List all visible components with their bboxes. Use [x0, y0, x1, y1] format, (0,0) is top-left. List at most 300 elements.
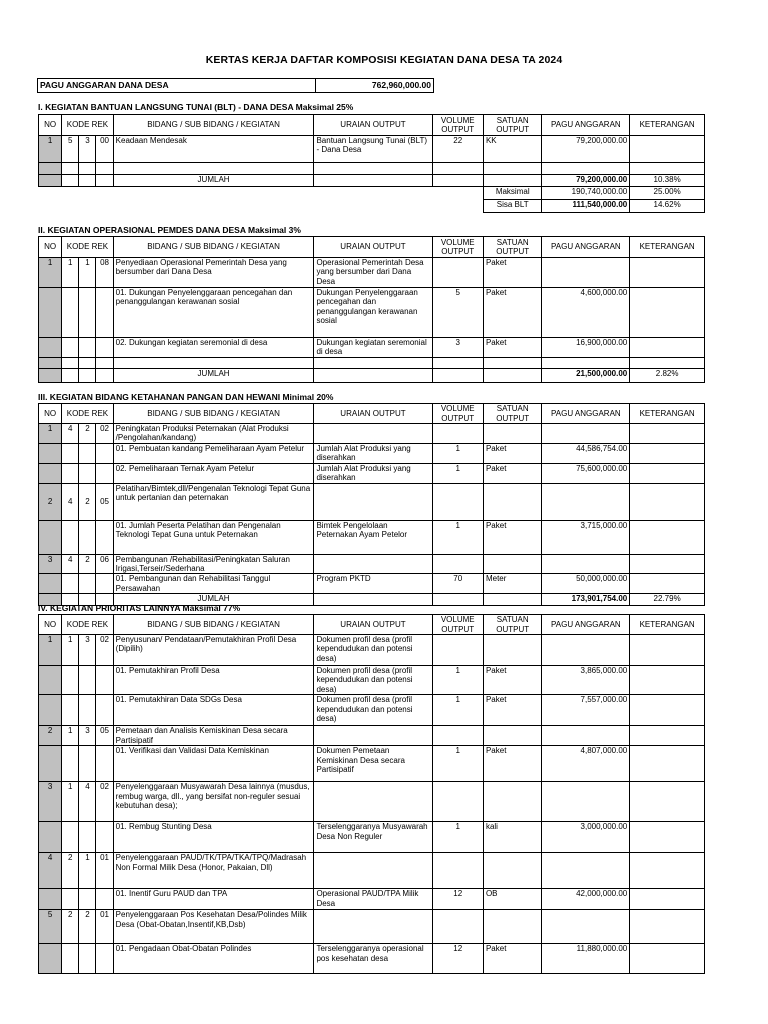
cell-pagu: [542, 726, 630, 746]
cell-pagu: [542, 635, 630, 666]
cell-kode-rek: [62, 746, 79, 782]
empty-cell: [79, 358, 96, 369]
cell-keterangan: [630, 463, 705, 483]
cell-bidang: 02. Dukungan kegiatan seremonial di desa: [113, 338, 314, 358]
cell-bidang: 01. Pembangunan dan Rehabilitasi Tanggul Persawahan: [113, 574, 314, 594]
cell-pagu: 4,807,000.00: [542, 746, 630, 782]
summary-row: [39, 200, 705, 213]
cell-no: [39, 666, 62, 695]
cell-no: 5: [39, 910, 62, 944]
cell-kode-rek: [96, 463, 113, 483]
cell-kode-rek: [62, 822, 79, 853]
cell-uraian: Operasional PAUD/TPA Milik Desa: [314, 889, 432, 910]
cell-volume: 22: [432, 136, 483, 163]
cell-volume: 1: [432, 520, 483, 554]
cell-keterangan: [630, 853, 705, 889]
header-volume: VOLUME OUTPUT: [432, 615, 483, 635]
cell-volume: 5: [432, 288, 483, 338]
cell-kode-rek: 4: [79, 782, 96, 822]
cell-keterangan: [630, 822, 705, 853]
cell-kode-rek: 1: [79, 853, 96, 889]
table-row: [39, 288, 705, 338]
cell-kode-rek: [62, 574, 79, 594]
cell-satuan: Paket: [483, 288, 542, 338]
cell-uraian: [314, 424, 432, 444]
summary-percent: 25.00%: [630, 187, 705, 200]
cell-uraian: [314, 853, 432, 889]
cell-satuan: [483, 554, 542, 574]
cell-bidang: Penyusunan/ Pendataan/Pemutakhiran Profil Desa (Dipilih): [113, 635, 314, 666]
empty-cell: [113, 163, 314, 175]
empty-cell: [432, 369, 483, 383]
table-row: [39, 574, 705, 594]
cell-uraian: Dokumen profil desa (profil kependudukan dan potensi desa): [314, 635, 432, 666]
table-row: [39, 424, 705, 444]
table-row: [39, 463, 705, 483]
jumlah-row: [39, 369, 705, 383]
empty-cell: [62, 163, 79, 175]
cell-uraian: [314, 726, 432, 746]
section-1-table: [38, 114, 705, 213]
cell-kode-rek: [62, 889, 79, 910]
cell-kode-rek: [96, 889, 113, 910]
cell-kode-rek: [62, 944, 79, 974]
cell-bidang: 01. Inentif Guru PAUD dan TPA: [113, 889, 314, 910]
cell-kode-rek: [79, 746, 96, 782]
header-satuan: SATUAN OUTPUT: [483, 237, 542, 258]
cell-no: [39, 944, 62, 974]
empty-cell: [39, 200, 484, 213]
cell-no: [39, 443, 62, 463]
cell-bidang: 01. Pemutakhiran Profil Desa: [113, 666, 314, 695]
cell-kode-rek: 5: [62, 136, 79, 163]
table-row: [39, 746, 705, 782]
cell-no: [39, 338, 62, 358]
cell-keterangan: [630, 483, 705, 520]
cell-bidang: Pelatihan/Bimtek,dll/Pengenalan Teknologi Tepat Guna untuk pertanian dan peternakan: [113, 483, 314, 520]
cell-kode-rek: [79, 463, 96, 483]
empty-cell: [113, 358, 314, 369]
empty-cell: [79, 175, 96, 187]
empty-cell: [432, 175, 483, 187]
cell-keterangan: [630, 889, 705, 910]
cell-kode-rek: 2: [79, 424, 96, 444]
cell-volume: 12: [432, 889, 483, 910]
empty-cell: [483, 163, 542, 175]
cell-kode-rek: 2: [62, 853, 79, 889]
cell-volume: 1: [432, 822, 483, 853]
cell-no: 1: [39, 635, 62, 666]
cell-uraian: Bantuan Langsung Tunai (BLT) - Dana Desa: [314, 136, 432, 163]
cell-keterangan: [630, 520, 705, 554]
empty-cell: [542, 358, 630, 369]
cell-bidang: 01. Verifikasi dan Validasi Data Kemiskinan: [113, 746, 314, 782]
cell-pagu: 44,586,754.00: [542, 443, 630, 463]
cell-bidang: Penyelenggaraan PAUD/TK/TPA/TKA/TPQ/Madrasah Non Formal Milik Desa (Honor, Pakaian, Dll): [113, 853, 314, 889]
empty-cell: [79, 163, 96, 175]
header-volume: VOLUME OUTPUT: [432, 115, 483, 136]
cell-satuan: Meter: [483, 574, 542, 594]
spacer-row: [39, 358, 705, 369]
cell-keterangan: [630, 258, 705, 288]
header-keterangan: KETERANGAN: [630, 404, 705, 424]
summary-value: 190,740,000.00: [542, 187, 630, 200]
empty-cell: [39, 175, 62, 187]
empty-cell: [39, 163, 62, 175]
cell-volume: [432, 483, 483, 520]
header-keterangan: KETERANGAN: [630, 115, 705, 136]
cell-pagu: 50,000,000.00: [542, 574, 630, 594]
cell-no: 3: [39, 782, 62, 822]
cell-pagu: 4,600,000.00: [542, 288, 630, 338]
cell-pagu: [542, 554, 630, 574]
cell-pagu: 75,600,000.00: [542, 463, 630, 483]
cell-kode-rek: 02: [96, 635, 113, 666]
header-uraian: URAIAN OUTPUT: [314, 115, 432, 136]
cell-volume: 3: [432, 338, 483, 358]
cell-keterangan: [630, 338, 705, 358]
empty-cell: [62, 358, 79, 369]
empty-cell: [630, 163, 705, 175]
header-kode-rek: KODE REK: [62, 615, 113, 635]
cell-kode-rek: [79, 520, 96, 554]
cell-kode-rek: [79, 574, 96, 594]
header-kode-rek: KODE REK: [62, 115, 113, 136]
pagu-label: PAGU ANGGARAN DANA DESA: [38, 79, 316, 93]
cell-kode-rek: 08: [96, 258, 113, 288]
jumlah-label: JUMLAH: [113, 175, 314, 187]
cell-satuan: Paket: [483, 944, 542, 974]
header-keterangan: KETERANGAN: [630, 237, 705, 258]
cell-keterangan: [630, 554, 705, 574]
header-pagu: PAGU ANGGARAN: [542, 404, 630, 424]
empty-cell: [483, 594, 542, 606]
cell-bidang: 01. Pengadaan Obat-Obatan Polindes: [113, 944, 314, 974]
empty-cell: [542, 163, 630, 175]
cell-kode-rek: 4: [62, 554, 79, 574]
cell-uraian: [314, 483, 432, 520]
header-no: NO: [39, 404, 62, 424]
header-bidang: BIDANG / SUB BIDANG / KEGIATAN: [113, 237, 314, 258]
empty-cell: [62, 369, 79, 383]
empty-cell: [96, 369, 113, 383]
cell-uraian: Terselenggaranya Musyawarah Desa Non Reguler: [314, 822, 432, 853]
cell-bidang: Penyediaan Operasional Pemerintah Desa yang bersumber dari Dana Desa: [113, 258, 314, 288]
cell-kode-rek: [96, 520, 113, 554]
jumlah-percent: 10.38%: [630, 175, 705, 187]
header-row: [39, 115, 705, 136]
cell-pagu: 16,900,000.00: [542, 338, 630, 358]
cell-kode-rek: 00: [96, 136, 113, 163]
header-uraian: URAIAN OUTPUT: [314, 237, 432, 258]
header-bidang: BIDANG / SUB BIDANG / KEGIATAN: [113, 615, 314, 635]
cell-no: 2: [39, 483, 62, 520]
section-title: I. KEGIATAN BANTUAN LANGSUNG TUNAI (BLT) - DANA DESA Maksimal 25%: [38, 102, 354, 112]
cell-kode-rek: [96, 944, 113, 974]
cell-volume: 1: [432, 746, 483, 782]
table-row: [39, 695, 705, 726]
page-title: KERTAS KERJA DAFTAR KOMPOSISI KEGIATAN DANA DESA TA 2024: [205, 54, 563, 66]
cell-satuan: Paket: [483, 443, 542, 463]
summary-label: Maksimal: [483, 187, 542, 200]
jumlah-percent: 2.82%: [630, 369, 705, 383]
cell-volume: 1: [432, 443, 483, 463]
table-row: [39, 889, 705, 910]
cell-kode-rek: [62, 338, 79, 358]
cell-volume: 1: [432, 463, 483, 483]
cell-kode-rek: [96, 746, 113, 782]
cell-no: [39, 822, 62, 853]
cell-satuan: Paket: [483, 338, 542, 358]
cell-keterangan: [630, 443, 705, 463]
cell-kode-rek: [79, 443, 96, 463]
cell-kode-rek: 02: [96, 782, 113, 822]
cell-kode-rek: 1: [62, 635, 79, 666]
cell-kode-rek: 3: [79, 136, 96, 163]
cell-bidang: 01. Rembug Stunting Desa: [113, 822, 314, 853]
empty-cell: [39, 369, 62, 383]
cell-kode-rek: [62, 695, 79, 726]
table-row: [39, 822, 705, 853]
cell-no: [39, 574, 62, 594]
cell-satuan: OB: [483, 889, 542, 910]
cell-pagu: [542, 910, 630, 944]
cell-kode-rek: 2: [79, 910, 96, 944]
jumlah-percent: 22.79%: [630, 594, 705, 606]
header-uraian: URAIAN OUTPUT: [314, 615, 432, 635]
jumlah-value: 79,200,000.00: [542, 175, 630, 187]
cell-kode-rek: [62, 443, 79, 463]
header-pagu: PAGU ANGGARAN: [542, 237, 630, 258]
cell-keterangan: [630, 635, 705, 666]
cell-satuan: Paket: [483, 666, 542, 695]
cell-kode-rek: [79, 338, 96, 358]
pagu-value: 762,960,000.00: [316, 79, 434, 93]
cell-satuan: kali: [483, 822, 542, 853]
cell-volume: [432, 424, 483, 444]
table-row: [39, 853, 705, 889]
cell-no: [39, 520, 62, 554]
empty-cell: [314, 358, 432, 369]
cell-keterangan: [630, 726, 705, 746]
cell-uraian: Jumlah Alat Produksi yang diserahkan: [314, 463, 432, 483]
empty-cell: [483, 369, 542, 383]
cell-kode-rek: 4: [62, 483, 79, 520]
cell-uraian: Dokumen profil desa (profil kependudukan dan potensi desa): [314, 695, 432, 726]
cell-pagu: [542, 853, 630, 889]
empty-cell: [96, 175, 113, 187]
cell-uraian: Dukungan kegiatan seremonial di desa: [314, 338, 432, 358]
cell-volume: [432, 782, 483, 822]
cell-satuan: Paket: [483, 463, 542, 483]
cell-satuan: [483, 782, 542, 822]
cell-satuan: KK: [483, 136, 542, 163]
section-2-table: [38, 236, 705, 383]
cell-keterangan: [630, 136, 705, 163]
empty-cell: [314, 369, 432, 383]
header-kode-rek: KODE REK: [62, 404, 113, 424]
cell-pagu: [542, 782, 630, 822]
empty-cell: [483, 358, 542, 369]
cell-satuan: [483, 483, 542, 520]
cell-bidang: Pembangunan /Rehabilitasi/Peningkatan Saluran Irigasi,Terseir/Sederhana: [113, 554, 314, 574]
cell-no: 1: [39, 258, 62, 288]
cell-bidang: 01. Pemutakhiran Data SDGs Desa: [113, 695, 314, 726]
cell-kode-rek: 2: [62, 910, 79, 944]
cell-kode-rek: 02: [96, 424, 113, 444]
table-row: [39, 483, 705, 520]
cell-kode-rek: [62, 520, 79, 554]
cell-kode-rek: 05: [96, 483, 113, 520]
cell-pagu: 42,000,000.00: [542, 889, 630, 910]
cell-no: 3: [39, 554, 62, 574]
table-row: [39, 554, 705, 574]
cell-bidang: 01. Jumlah Peserta Pelatihan dan Pengenalan Teknologi Tepat Guna untuk Peternakan: [113, 520, 314, 554]
empty-cell: [314, 175, 432, 187]
cell-satuan: Paket: [483, 746, 542, 782]
cell-no: 2: [39, 726, 62, 746]
cell-volume: 1: [432, 666, 483, 695]
cell-kode-rek: 3: [79, 726, 96, 746]
header-volume: VOLUME OUTPUT: [432, 404, 483, 424]
empty-cell: [314, 163, 432, 175]
cell-kode-rek: 06: [96, 554, 113, 574]
summary-label: Sisa BLT: [483, 200, 542, 213]
cell-kode-rek: 3: [79, 635, 96, 666]
jumlah-row: [39, 175, 705, 187]
cell-kode-rek: 2: [79, 554, 96, 574]
header-kode-rek: KODE REK: [62, 237, 113, 258]
cell-kode-rek: [79, 944, 96, 974]
cell-bidang: Penyelenggaraan Pos Kesehatan Desa/Polindes Milik Desa (Obat-Obatan,Insentif,KB,Dsb): [113, 910, 314, 944]
table-row: [39, 635, 705, 666]
empty-cell: [62, 175, 79, 187]
cell-kode-rek: [96, 338, 113, 358]
cell-satuan: Paket: [483, 258, 542, 288]
cell-kode-rek: 2: [79, 483, 96, 520]
cell-uraian: Program PKTD: [314, 574, 432, 594]
cell-pagu: [542, 258, 630, 288]
cell-no: 4: [39, 853, 62, 889]
cell-kode-rek: [79, 889, 96, 910]
cell-no: 1: [39, 136, 62, 163]
cell-volume: 12: [432, 944, 483, 974]
cell-kode-rek: 1: [62, 782, 79, 822]
empty-cell: [314, 594, 432, 606]
cell-bidang: Penyelenggaraan Musyawarah Desa lainnya (musdus, rembug warga, dll., yang bersifat non-reguler sesuai kebutuhan desa);: [113, 782, 314, 822]
header-satuan: SATUAN OUTPUT: [483, 615, 542, 635]
cell-no: [39, 288, 62, 338]
empty-cell: [432, 358, 483, 369]
cell-uraian: Terselenggaranya operasional pos kesehatan desa: [314, 944, 432, 974]
cell-pagu: 3,715,000.00: [542, 520, 630, 554]
cell-pagu: 3,865,000.00: [542, 666, 630, 695]
cell-kode-rek: [96, 288, 113, 338]
cell-satuan: [483, 726, 542, 746]
header-pagu: PAGU ANGGARAN: [542, 615, 630, 635]
cell-uraian: [314, 782, 432, 822]
cell-keterangan: [630, 746, 705, 782]
empty-cell: [39, 187, 484, 200]
cell-keterangan: [630, 424, 705, 444]
cell-bidang: 01. Pembuatan kandang Pemeliharaan Ayam Petelur: [113, 443, 314, 463]
cell-kode-rek: [62, 666, 79, 695]
cell-keterangan: [630, 782, 705, 822]
header-row: [39, 237, 705, 258]
cell-bidang: 01. Dukungan Penyelenggaraan pencegahan dan penanggulangan kerawanan sosial: [113, 288, 314, 338]
cell-uraian: Operasional Pemerintah Desa yang bersumber dari Dana Desa: [314, 258, 432, 288]
table-row: [39, 443, 705, 463]
table-row: [39, 944, 705, 974]
cell-keterangan: [630, 910, 705, 944]
cell-satuan: [483, 910, 542, 944]
header-keterangan: KETERANGAN: [630, 615, 705, 635]
summary-row: [39, 187, 705, 200]
cell-satuan: [483, 424, 542, 444]
cell-uraian: [314, 554, 432, 574]
table-row: [39, 520, 705, 554]
cell-no: [39, 889, 62, 910]
cell-no: [39, 695, 62, 726]
cell-pagu: [542, 483, 630, 520]
cell-keterangan: [630, 574, 705, 594]
cell-kode-rek: 05: [96, 726, 113, 746]
cell-kode-rek: 01: [96, 853, 113, 889]
empty-cell: [39, 358, 62, 369]
empty-cell: [96, 358, 113, 369]
header-no: NO: [39, 615, 62, 635]
cell-pagu: 7,557,000.00: [542, 695, 630, 726]
header-no: NO: [39, 237, 62, 258]
header-pagu: PAGU ANGGARAN: [542, 115, 630, 136]
cell-keterangan: [630, 288, 705, 338]
empty-cell: [630, 358, 705, 369]
cell-keterangan: [630, 944, 705, 974]
table-row: [39, 136, 705, 163]
cell-bidang: Peningkatan Produksi Peternakan (Alat Produksi /Pengolahan/kandang): [113, 424, 314, 444]
cell-no: 1: [39, 424, 62, 444]
cell-kode-rek: [79, 822, 96, 853]
header-bidang: BIDANG / SUB BIDANG / KEGIATAN: [113, 404, 314, 424]
cell-uraian: Jumlah Alat Produksi yang diserahkan: [314, 443, 432, 463]
cell-satuan: [483, 853, 542, 889]
cell-kode-rek: [62, 288, 79, 338]
cell-pagu: 79,200,000.00: [542, 136, 630, 163]
cell-kode-rek: [62, 463, 79, 483]
cell-uraian: Dokumen profil desa (profil kependudukan dan potensi desa): [314, 666, 432, 695]
cell-satuan: Paket: [483, 520, 542, 554]
table-row: [39, 910, 705, 944]
cell-volume: [432, 635, 483, 666]
cell-bidang: Keadaan Mendesak: [113, 136, 314, 163]
header-no: NO: [39, 115, 62, 136]
cell-kode-rek: [96, 695, 113, 726]
cell-uraian: [314, 910, 432, 944]
section-title: IV. KEGIATAN PRIORITAS LAINNYA Maksimal 77%: [38, 603, 241, 613]
cell-kode-rek: 1: [79, 258, 96, 288]
cell-pagu: 3,000,000.00: [542, 822, 630, 853]
cell-kode-rek: 01: [96, 910, 113, 944]
cell-pagu: [542, 424, 630, 444]
cell-satuan: [483, 635, 542, 666]
pagu-table: [37, 78, 434, 93]
header-row: [39, 404, 705, 424]
header-bidang: BIDANG / SUB BIDANG / KEGIATAN: [113, 115, 314, 136]
header-uraian: URAIAN OUTPUT: [314, 404, 432, 424]
table-row: [39, 666, 705, 695]
empty-cell: [432, 594, 483, 606]
cell-kode-rek: [96, 666, 113, 695]
